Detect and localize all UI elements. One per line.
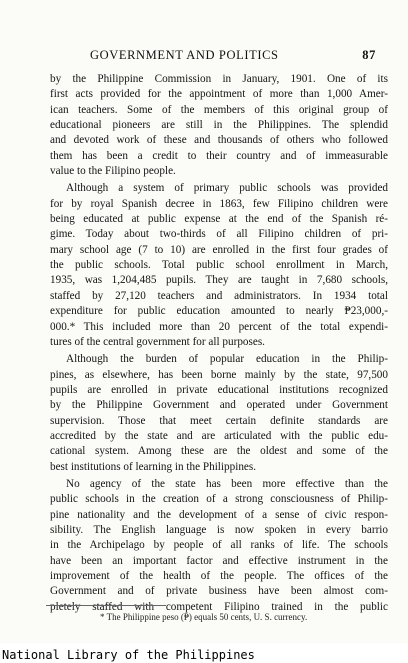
body-text — [50, 72, 388, 615]
text-line: ican teachers. Some of the members of this original group of — [50, 103, 388, 116]
text-line: pletely staffed with competent Filipino trained in the public — [50, 600, 388, 613]
running-header — [84, 48, 376, 64]
text-line: them has been a credit to their country and of immeasurable — [50, 149, 388, 162]
text-line: staffed by 27,120 teachers and administrators. In 1934 total — [50, 289, 388, 302]
text-line: the public schools. Total public school enrollment in March, — [50, 259, 388, 272]
text-line: accredited by the state and are articulated with the public edu- — [50, 429, 388, 442]
paragraph — [50, 477, 388, 615]
text-line: sibility. The English language is now spoken in every barrio — [50, 523, 388, 536]
library-credit: National Library of the Philippines — [2, 648, 255, 662]
paragraph — [50, 352, 388, 475]
text-line: being educated at public expense at the end of the Spanish ré- — [50, 213, 388, 226]
paragraph — [50, 72, 388, 179]
text-line: and devoted work of these and thousands of others who followed — [50, 134, 388, 147]
running-title: GOVERNMENT AND POLITICS — [90, 48, 279, 62]
text-line: Government and of private business have been almost com- — [50, 585, 388, 598]
text-line: Although a system of primary public schools was provided — [66, 182, 388, 195]
text-line: pine nationality and the development of a sense of civic respon- — [50, 508, 388, 521]
text-line: value to the Filipino people. — [50, 165, 176, 178]
text-line: gime. Today about two-thirds of all Filipino children of pri- — [50, 228, 388, 241]
text-line: pupils are enrolled in private educational institutions recognized — [50, 383, 388, 396]
text-line: best institutions of learning in the Philippines. — [50, 460, 257, 473]
text-line: supervision. Those that meet certain definite standards are — [50, 414, 388, 427]
text-line: cational system. Among these are the oldest and some of the — [50, 445, 388, 458]
text-line: 1935, was 1,204,485 pupils. They are taught in 7,680 schools, — [50, 274, 388, 287]
text-line: improvement of the health of the people. The offices of the — [50, 570, 388, 582]
footnote: * The Philippine peso (₱) equals 50 cents, U. S. currency. — [100, 612, 308, 622]
footnote-rule — [46, 605, 166, 606]
text-line: 000.* This included more than 20 percent of the total expendi- — [50, 320, 388, 333]
text-line: educational pioneers are still in the Philippines. The splendid — [50, 119, 388, 132]
text-line: No agency of the state has been more effective than the — [66, 477, 388, 490]
text-line: mary school age (7 to 10) are enrolled in the first four grades of — [50, 243, 388, 256]
text-line: pines, as elsewhere, has been borne mainly by the state, 97,500 — [50, 368, 388, 381]
page-number: 87 — [362, 48, 376, 62]
text-line: by the Philippine Commission in January, 1901. One of its — [50, 73, 388, 85]
text-line: public schools in the creation of a strong consciousness of Philip- — [50, 493, 388, 506]
text-line: have been an important factor and effective instrument in the — [50, 554, 388, 567]
text-line: for by royal Spanish decree in 1863, few Filipino children were — [50, 197, 388, 210]
text-line: expenditure for public education amounted to nearly ₱23,000,- — [50, 305, 388, 318]
text-line: Although the burden of popular education in the Philip- — [66, 353, 388, 366]
text-line: tures of the central government for all purposes. — [50, 335, 265, 348]
text-line: by the Philippine Government and operated under Government — [50, 399, 388, 412]
text-line: first acts provided for the appointment of more than 1,000 Amer- — [50, 88, 388, 101]
paragraph — [50, 181, 388, 350]
text-line: in the Archipelago by people of all ranks of life. The schools — [50, 539, 388, 552]
